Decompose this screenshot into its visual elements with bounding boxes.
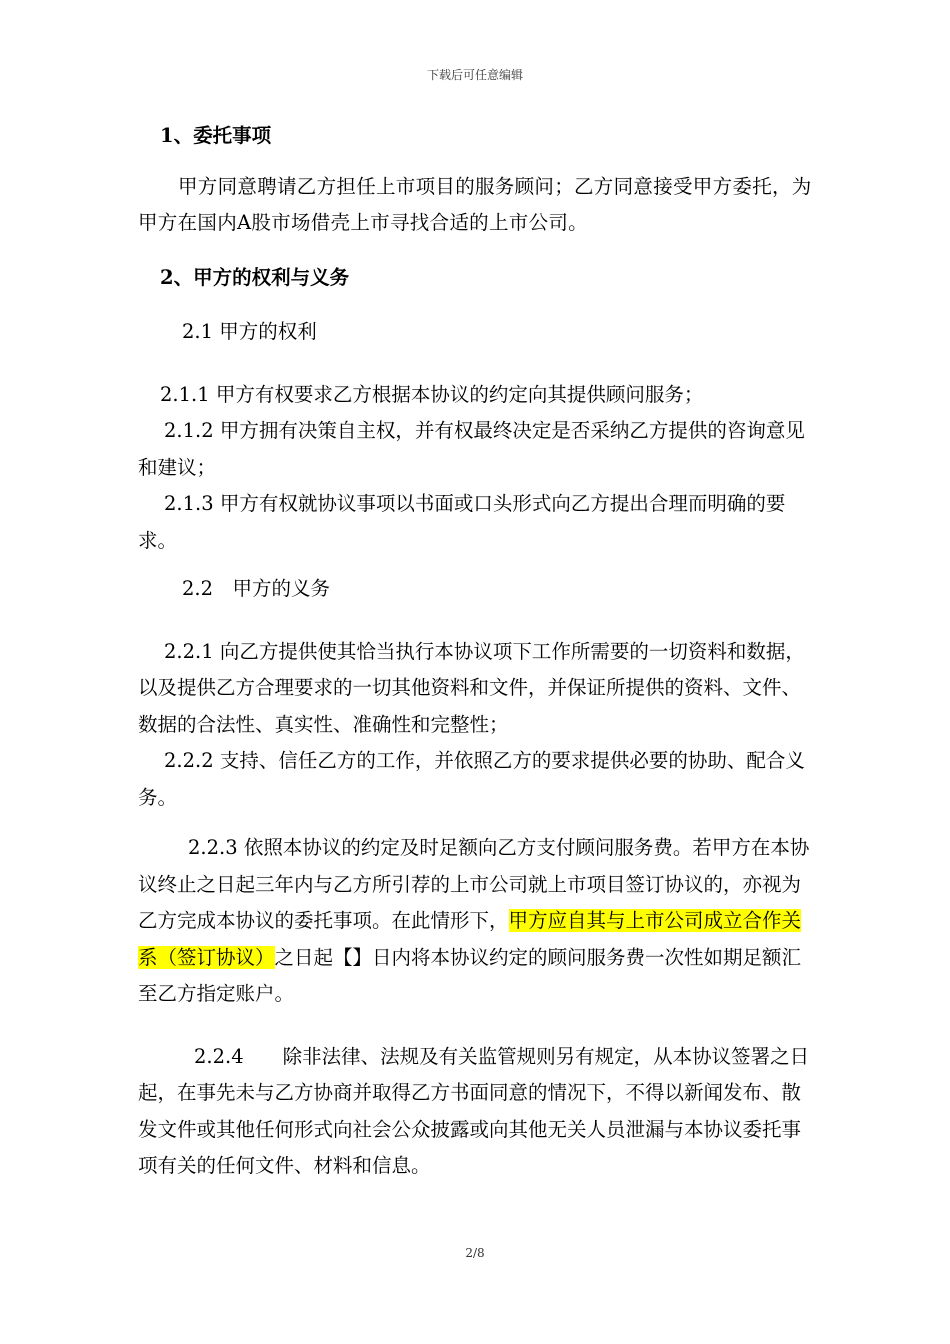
section-2-title: 2、甲方的权利与义务: [160, 265, 350, 289]
clause-2-2-3-text-a: 2.2.3 依照本协议的约定及时足额向乙方支付顾问服务费。若甲方在本协议终止之日起三年内与乙方所引荐的上市公司就上市项目签订协议的，亦视为乙方完成本协议的委托事项。在此情形下，: [138, 836, 810, 932]
clause-2-1-3: 2.1.3 甲方有权就协议事项以书面或口头形式向乙方提出合理而明确的要求。: [138, 492, 786, 552]
clause-2-2-3-highlight: 甲方应自其与上市公司成立合作关系（签订协议）: [138, 909, 802, 969]
clause-2-2-3: [138, 830, 814, 1013]
clause-2-1-2: 2.1.2 甲方拥有决策自主权，并有权最终决定是否采纳乙方提供的咨询意见和建议；: [138, 419, 805, 479]
clause-2-2-4: 2.2.4 除非法律、法规及有关监管规则另有规定，从本协议签署之日起，在事先未与乙方协商并取得乙方书面同意的情况下，不得以新闻发布、散发文件或其他任何形式向社会公众披露或向其他无关人员泄漏与本协议委托事项有关的任何文件、材料和信息。: [138, 1044, 810, 1177]
page-header: 下载后可任意编辑: [426, 68, 523, 82]
section-2-2-title: 2.2 甲方的义务: [182, 577, 331, 600]
section-1-body: 甲方同意聘请乙方担任上市项目的服务顾问；乙方同意接受甲方委托，为甲方在国内A股市场借壳上市寻找合适的上市公司。: [138, 174, 812, 234]
section-2-1-title: 2.1 甲方的权利: [182, 320, 317, 343]
document-body: [138, 118, 814, 1185]
section-1-title: 1、委托事项: [160, 124, 272, 147]
page-number: 2/8: [465, 1246, 485, 1260]
clause-2-2-2: 2.2.2 支持、信任乙方的工作，并依照乙方的要求提供必要的协助、配合义务。: [138, 749, 805, 809]
clause-2-2-3-text-b: 之日起【】日内将本协议约定的顾问服务费一次性如期足额汇至乙方指定账户。: [138, 945, 802, 1005]
clause-2-1-1: 2.1.1 甲方有权要求乙方根据本协议的约定向其提供顾问服务；: [160, 382, 704, 406]
clause-2-2-1: 2.2.1 向乙方提供使其恰当执行本协议项下工作所需要的一切资料和数据，以及提供乙方合理要求的一切其他资料和文件，并保证所提供的资料、文件、数据的合法性、真实性、准确性和完整性；: [138, 639, 805, 736]
